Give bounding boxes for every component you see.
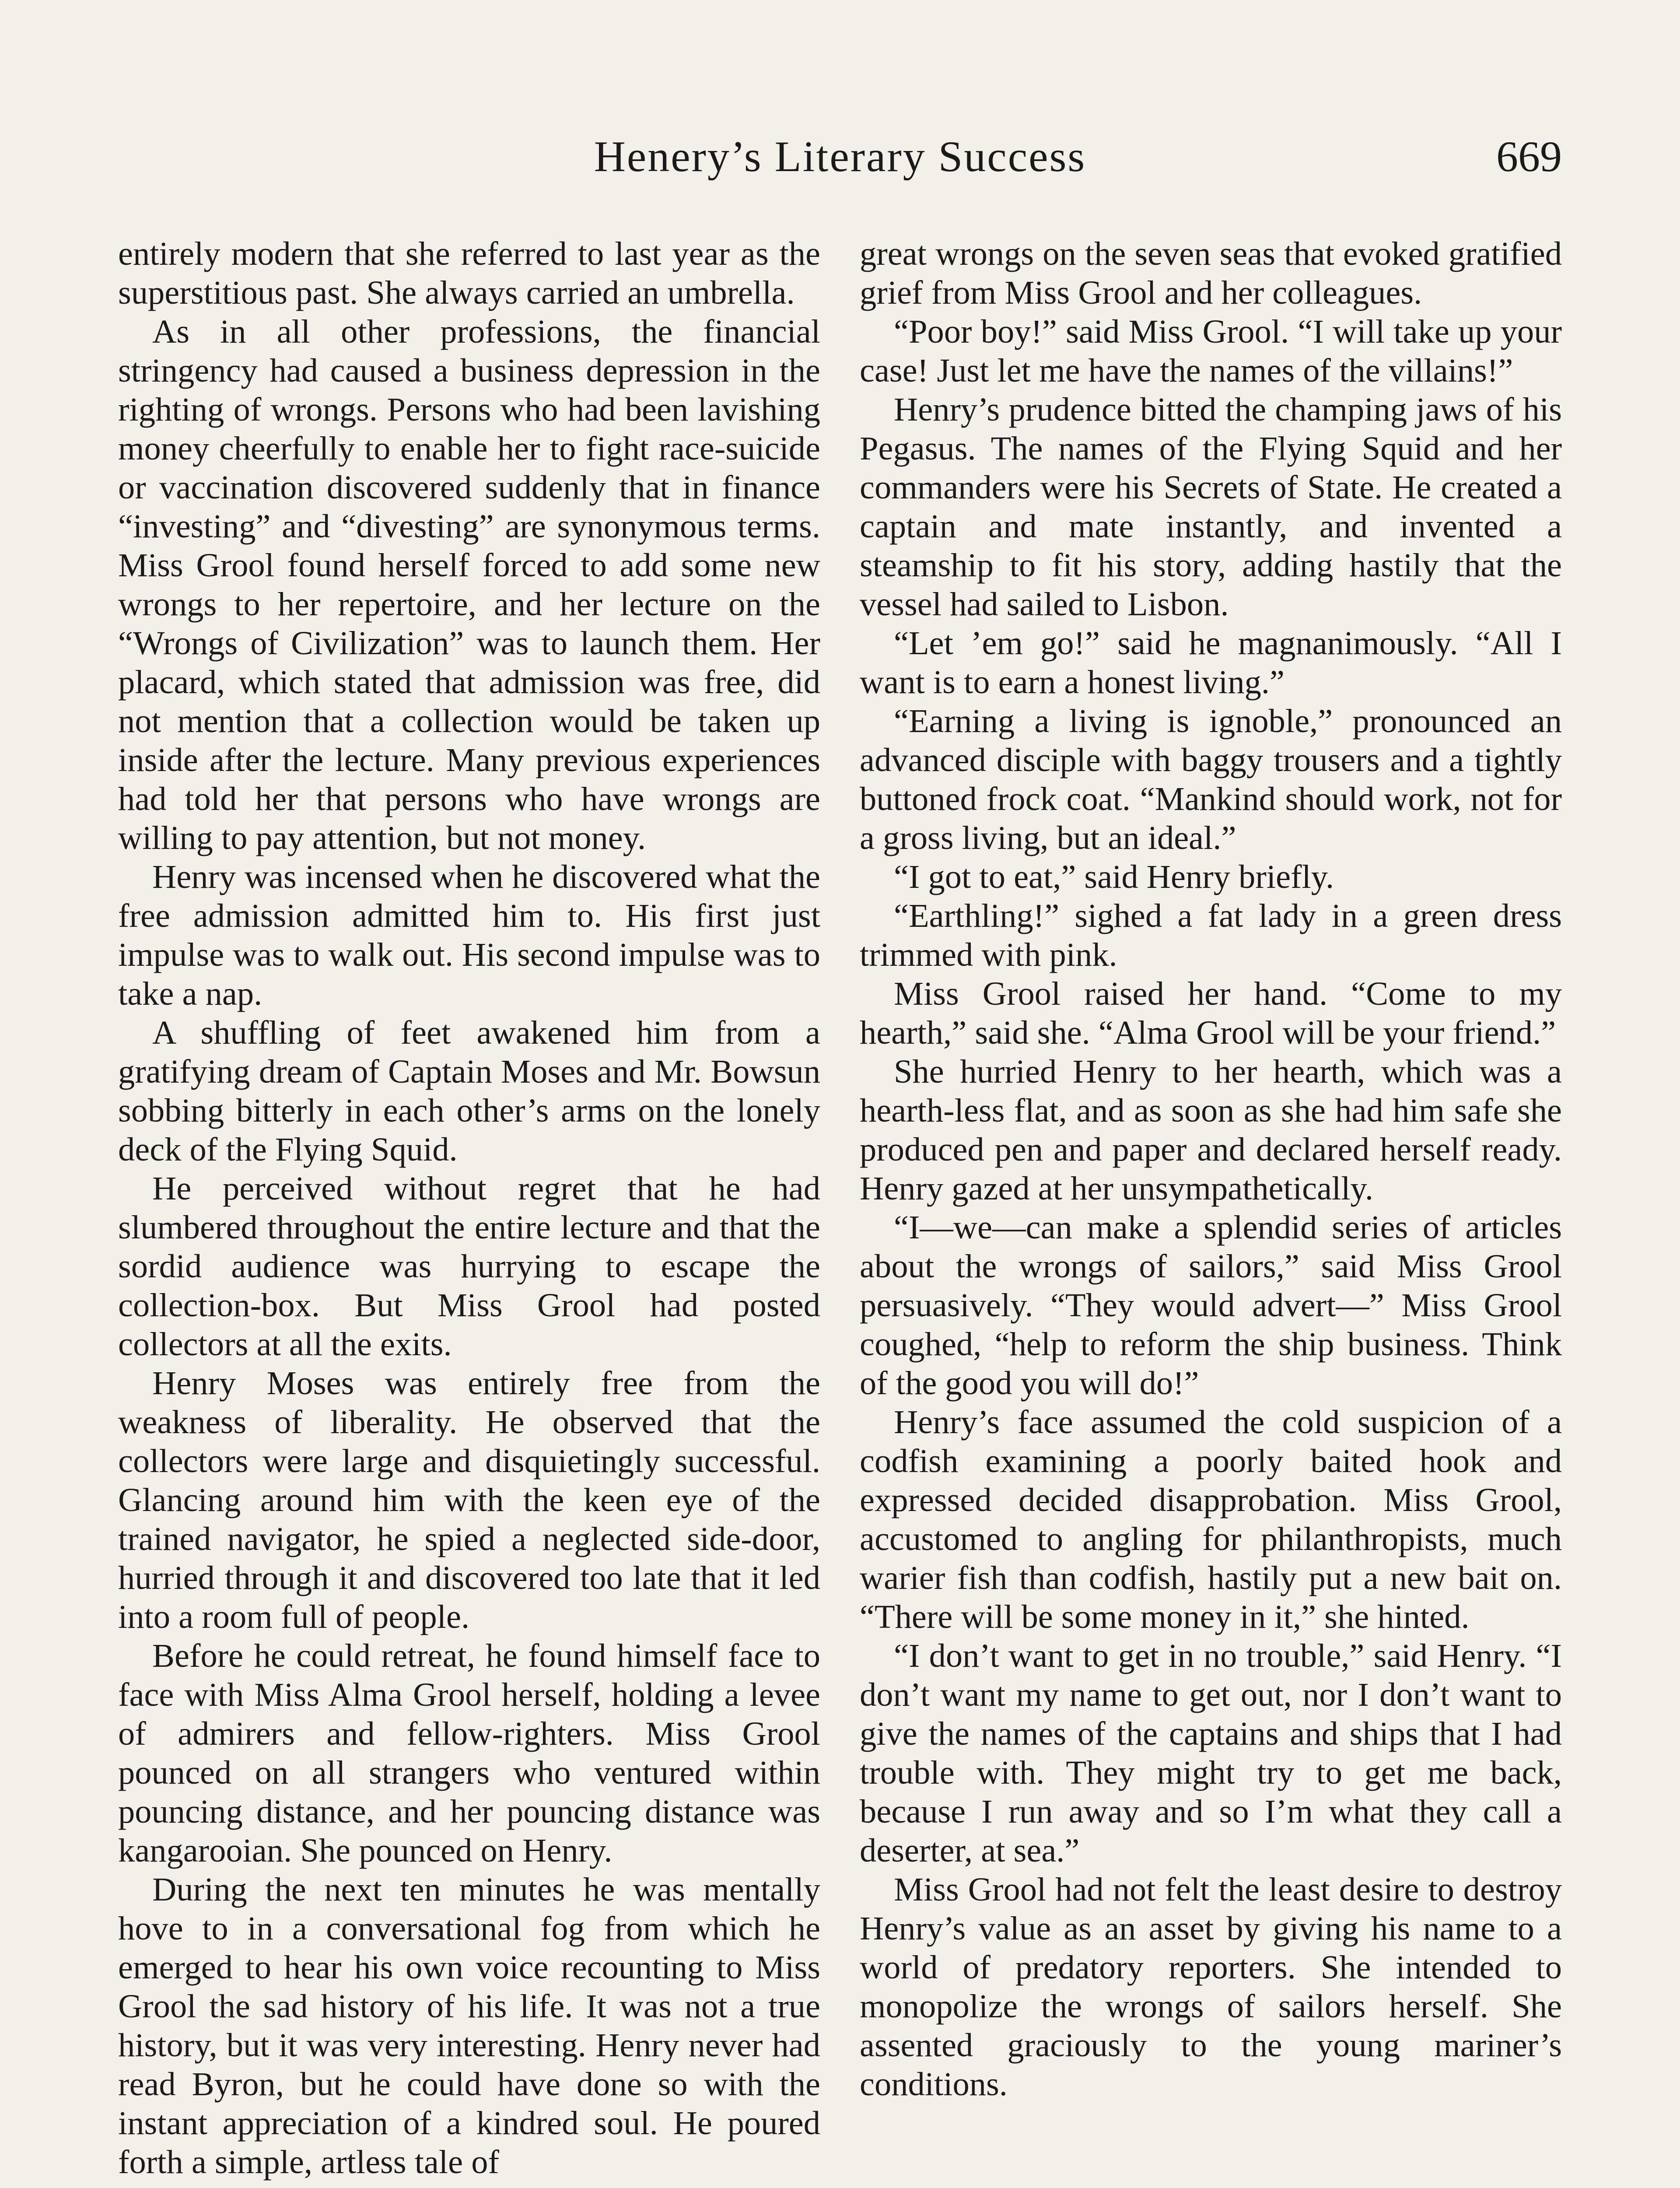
paragraph: entirely modern that she referred to last year as the superstitious past. She always carried an umbrella.: [118, 235, 820, 311]
paragraph: A shuffling of feet awakened him from a gratifying dream of Captain Moses and Mr. Bowsun sobbing bitterly in each other’s arms on the lonely deck of the Flying Squid.: [118, 1014, 820, 1168]
page-number: 669: [1496, 132, 1562, 181]
right-column: [860, 234, 1562, 2104]
paragraph: “I—we—can make a splendid series of articles about the wrongs of sailors,” said Miss Grool persuasively. “They would advert—” Miss Grool coughed, “help to reform the ship business. Think of the good you will do!”: [860, 1209, 1562, 1402]
paragraph: Before he could retreat, he found himself face to face with Miss Alma Grool herself, holding a levee of admirers and fellow-righters. Miss Grool pounced on all strangers who ventured within pouncing distance, and her pouncing distance was kangarooian. She pounced on Henry.: [118, 1637, 820, 1869]
paragraph: As in all other professions, the financial stringency had caused a business depression in the righting of wrongs. Persons who had been lavishing money cheerfully to enable her to fight race-suicide or vaccination discovered suddenly that in finance “investing” and “divesting” are synonymous terms. Miss Grool found herself forced to add some new wrongs to her repertoire, and her lecture on the “Wrongs of Civilization” was to launch them. Her placard, which stated that admission was free, did not mention that a collection would be taken up inside after the lecture. Many previous experiences had told her that persons who have wrongs are willing to pay attention, but not money.: [118, 313, 820, 856]
paragraph: Henry Moses was entirely free from the weakness of liberality. He observed that the collectors were large and disquietingly successful. Glancing around him with the keen eye of the trained navigator, he spied a neglected side-door, hurried through it and discovered too late that it led into a room full of people.: [118, 1364, 820, 1635]
paragraph: “Earning a living is ignoble,” pronounced an advanced disciple with baggy trousers and a tightly buttoned frock coat. “Mankind should work, not for a gross living, but an ideal.”: [860, 702, 1562, 856]
paragraph: During the next ten minutes he was mentally hove to in a conversational fog from which he emerged to hear his own voice recounting to Miss Grool the sad history of his life. It was not a true history, but it was very interesting. Henry never had read Byron, but he could have done so with the instant appreciation of a kindred soul. He poured forth a simple, artless tale of: [118, 1871, 820, 2181]
paragraph: Henry’s prudence bitted the champing jaws of his Pegasus. The names of the Flying Squid and her commanders were his Secrets of State. He created a captain and mate instantly, and invented a steamship to fit his story, adding hastily that the vessel had sailed to Lisbon.: [860, 391, 1562, 623]
paragraph: Henry’s face assumed the cold suspicion of a codfish examining a poorly baited hook and expressed decided disapprobation. Miss Grool, accustomed to angling for philanthropists, much warier fish than codfish, hastily put a new bait on. “There will be some money in it,” she hinted.: [860, 1403, 1562, 1635]
paragraph: Miss Grool had not felt the least desire to destroy Henry’s value as an asset by giving his name to a world of predatory reporters. She intended to monopolize the wrongs of sailors herself. She assented graciously to the young mariner’s conditions.: [860, 1871, 1562, 2103]
paragraph: “Poor boy!” said Miss Grool. “I will take up your case! Just let me have the names of the villains!”: [860, 313, 1562, 389]
paragraph: She hurried Henry to her hearth, which was a hearth-less flat, and as soon as she had him safe she produced pen and paper and declared herself ready. Henry gazed at her unsympathetically.: [860, 1053, 1562, 1207]
paragraph: “Let ’em go!” said he magnanimously. “All I want is to earn a honest living.”: [860, 624, 1562, 701]
paragraph: “Earthling!” sighed a fat lady in a green dress trimmed with pink.: [860, 897, 1562, 973]
paragraph: “I got to eat,” said Henry briefly.: [894, 858, 1334, 895]
running-head: Henery’s Literary Success: [594, 132, 1086, 181]
paragraph: great wrongs on the seven seas that evoked gratified grief from Miss Grool and her colleagues.: [860, 235, 1562, 311]
paragraph: “I don’t want to get in no trouble,” said Henry. “I don’t want my name to get out, nor I don’t want to give the names of the captains and ships that I had trouble with. They might try to get me back, because I run away and so I’m what they call a deserter, at sea.”: [860, 1637, 1562, 1869]
paragraph: Miss Grool raised her hand. “Come to my hearth,” said she. “Alma Grool will be your friend.”: [860, 975, 1562, 1051]
left-column: [118, 234, 820, 2181]
paragraph: He perceived without regret that he had slumbered throughout the entire lecture and that the sordid audience was hurrying to escape the collection-box. But Miss Grool had posted collectors at all the exits.: [118, 1170, 820, 1363]
page-header: [0, 131, 1680, 197]
paragraph: Henry was incensed when he discovered what the free admission admitted him to. His first just impulse was to walk out. His second impulse was to take a nap.: [118, 858, 820, 1012]
